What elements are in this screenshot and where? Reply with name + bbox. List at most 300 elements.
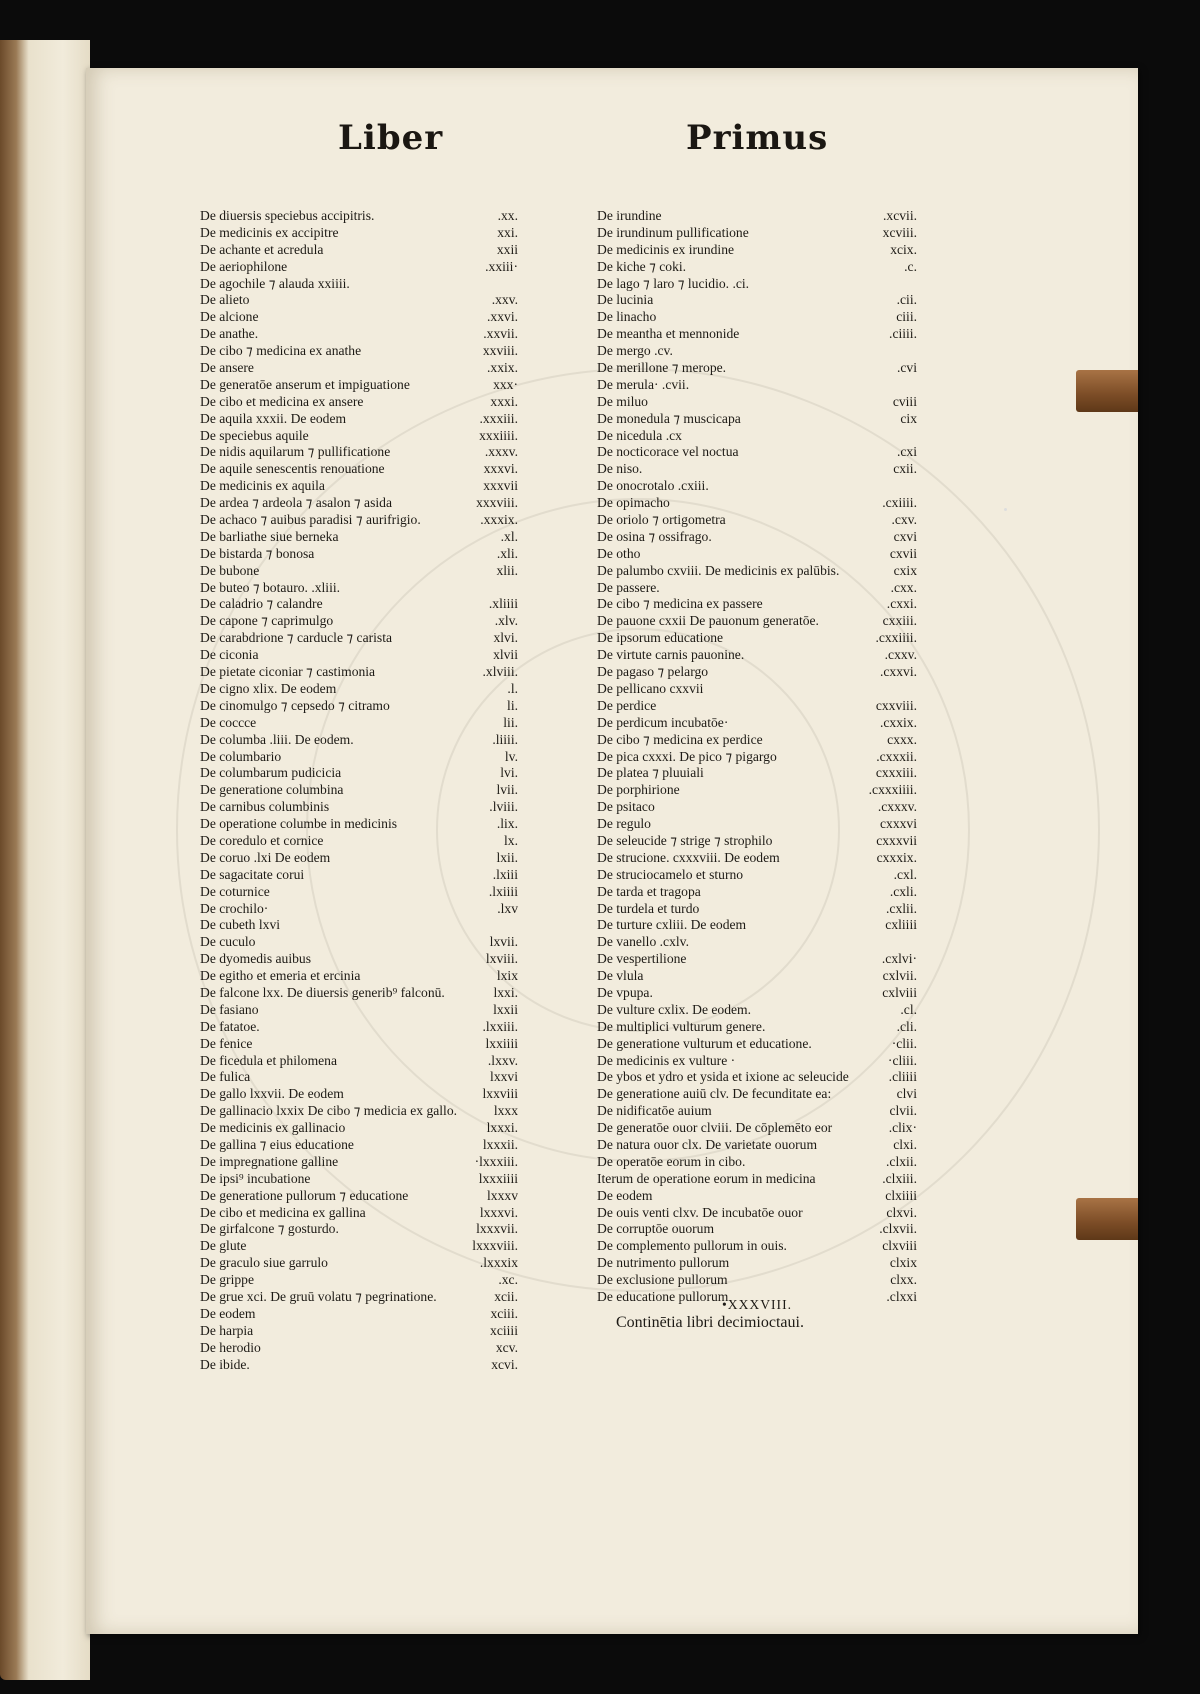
entry-chapter-number: .xlv. [494, 613, 518, 629]
index-entry [597, 664, 917, 681]
entry-title: De regulo [597, 816, 651, 832]
entry-chapter-number: .liiii. [492, 731, 518, 747]
entry-title: De cigno xlix. De eodem [200, 680, 337, 696]
entry-title: De alcione [200, 309, 259, 325]
entry-title: De vulture cxlix. De eodem. [597, 1001, 752, 1017]
entry-title: De eodem [597, 1187, 653, 1203]
entry-chapter-number: cxxxvi [880, 816, 917, 832]
entry-chapter-number: lxxi. [493, 984, 518, 1000]
entry-chapter-number: cxlvii. [882, 968, 917, 984]
entry-chapter-number: clxx. [890, 1272, 917, 1288]
running-head-left: Liber [338, 118, 444, 158]
entry-title: De achante et acredula [200, 241, 324, 257]
entry-title: De columba .liii. De eodem. [200, 731, 354, 747]
entry-title: De caladrio ⁊ calandre [200, 596, 323, 612]
entry-title: De cuculo [200, 934, 256, 950]
entry-title: De pellicano cxxvii [597, 680, 704, 696]
index-entry [597, 428, 917, 445]
entry-chapter-number: lx. [504, 832, 518, 848]
entry-title: De anathe. [200, 326, 259, 342]
entry-title: De nidis aquilarum ⁊ pullificatione [200, 444, 391, 460]
entry-title: De platea ⁊ pluuiali [597, 765, 704, 781]
index-entry [597, 850, 917, 867]
entry-chapter-number: .cxxvi. [880, 664, 917, 680]
index-entry [597, 698, 917, 715]
index-entry [200, 1221, 518, 1238]
entry-title: De cibo ⁊ medicina ex passere [597, 596, 763, 612]
index-entry [200, 1188, 518, 1205]
entry-title: De merillone ⁊ merope. [597, 360, 727, 376]
entry-chapter-number: .cxv. [891, 512, 917, 528]
entry-chapter-number: cxii. [893, 461, 917, 477]
entry-chapter-number: cix [900, 410, 917, 426]
index-entry [597, 225, 917, 242]
entry-chapter-number: ·clii. [891, 1035, 917, 1051]
index-entry [597, 1103, 917, 1120]
entry-chapter-number: .lxiiii [488, 883, 518, 899]
entry-title: De nocticorace vel noctua [597, 444, 739, 460]
entry-title: De coccce [200, 714, 257, 730]
index-entry [597, 884, 917, 901]
entry-title: De onocrotalo .cxiii. [597, 478, 709, 494]
entry-title: De multiplici vulturum genere. [597, 1018, 766, 1034]
index-entry [200, 546, 518, 563]
index-entry [200, 1171, 518, 1188]
entry-title: De vespertilione [597, 951, 687, 967]
index-entry [597, 1154, 917, 1171]
index-entry [200, 901, 518, 918]
entry-chapter-number: lxviii. [485, 951, 518, 967]
index-entry [200, 461, 518, 478]
entry-title: De merula· .cvii. [597, 376, 690, 392]
entry-chapter-number: .cxl. [893, 866, 917, 882]
entry-chapter-number: .cxxxiiii. [868, 782, 917, 798]
entry-chapter-number: cxliiii [885, 917, 917, 933]
entry-chapter-number: .xli. [496, 545, 518, 561]
index-entry [200, 1120, 518, 1137]
entry-chapter-number: lvi. [500, 765, 518, 781]
entry-chapter-number: .cvi [896, 360, 917, 376]
entry-chapter-number: .lxv [497, 900, 518, 916]
entry-chapter-number: lxxviii [482, 1086, 518, 1102]
entry-title: De agochile ⁊ alauda xxiiii. [200, 275, 350, 291]
index-entry [200, 276, 518, 293]
index-entry [200, 647, 518, 664]
entry-chapter-number: .xxxiii. [479, 410, 518, 426]
index-entry [200, 715, 518, 732]
entry-chapter-number: .xliiii [488, 596, 518, 612]
entry-title: De girfalcone ⁊ gosturdo. [200, 1221, 339, 1237]
index-entry [200, 478, 518, 495]
index-entry [597, 343, 917, 360]
entry-title: De nicedula .cx [597, 427, 682, 443]
entry-title: De seleucide ⁊ strige ⁊ strophilo [597, 832, 773, 848]
entry-chapter-number: .ciiii. [889, 326, 917, 342]
entry-title: De turdela et turdo [597, 900, 700, 916]
entry-title: De gallina ⁊ eius educatione [200, 1136, 354, 1152]
entry-title: De diuersis speciebus accipitris. [200, 208, 375, 223]
entry-chapter-number: cxxxix. [876, 849, 917, 865]
entry-title: De carabdrione ⁊ carducle ⁊ carista [200, 630, 393, 646]
entry-chapter-number: lxxxvii. [476, 1221, 518, 1237]
index-entry [200, 681, 518, 698]
entry-title: De medicinis ex irundine [597, 241, 735, 257]
entry-chapter-number: .xxvii. [483, 326, 518, 342]
entry-title: De dyomedis auibus [200, 951, 312, 967]
entry-title: De kiche ⁊ coki. [597, 258, 687, 274]
entry-chapter-number: cxxiii. [882, 613, 917, 629]
index-entry [597, 647, 917, 664]
entry-title: De falcone lxx. De diuersis generib⁹ falconū. [200, 984, 445, 1000]
entry-title: De linacho [597, 309, 657, 325]
index-entry [597, 512, 917, 529]
entry-chapter-number: lxxxi. [486, 1120, 518, 1136]
index-entry [200, 1053, 518, 1070]
entry-title: De buteo ⁊ botauro. .xliii. [200, 579, 341, 595]
index-entry [597, 951, 917, 968]
index-entry [200, 1272, 518, 1289]
entry-chapter-number: clxix [889, 1255, 917, 1271]
entry-chapter-number: cxxxiii. [875, 765, 917, 781]
entry-title: De carnibus columbinis [200, 799, 330, 815]
entry-chapter-number: .cxxi. [886, 596, 917, 612]
entry-chapter-number: xxii [496, 241, 518, 257]
entry-chapter-number: .lxxv. [487, 1052, 518, 1068]
index-entry [597, 546, 917, 563]
index-entry [200, 833, 518, 850]
index-entry [597, 1053, 917, 1070]
entry-title: De achaco ⁊ auibus paradisi ⁊ aurifrigio. [200, 512, 421, 528]
index-entry [597, 613, 917, 630]
entry-title: De cibo ⁊ medicina ex anathe [200, 343, 362, 359]
entry-title: De porphirione [597, 782, 680, 798]
entry-title: De monedula ⁊ muscicapa [597, 410, 741, 426]
entry-title: De operatōe eorum in cibo. [597, 1153, 746, 1169]
index-entry [597, 394, 917, 411]
index-entry [200, 613, 518, 630]
index-entry [597, 715, 917, 732]
entry-title: De ibide. [200, 1356, 250, 1372]
entry-title: De opimacho [597, 495, 670, 511]
entry-title: De osina ⁊ ossifrago. [597, 528, 712, 544]
entry-title: De impregnatione galline [200, 1153, 339, 1169]
index-entry [200, 1255, 518, 1272]
entry-title: De ansere [200, 360, 254, 376]
entry-title: De ficedula et philomena [200, 1052, 338, 1068]
entry-chapter-number: .xl. [500, 528, 518, 544]
index-entry [200, 749, 518, 766]
index-entry [597, 529, 917, 546]
entry-title: De perdice [597, 697, 657, 713]
entry-chapter-number: lxix [496, 968, 518, 984]
entry-chapter-number: .lxxiii. [482, 1018, 518, 1034]
entry-title: De cinomulgo ⁊ cepsedo ⁊ citramo [200, 697, 390, 713]
entry-title: De cubeth lxvi [200, 917, 281, 933]
entry-title: De columbario [200, 748, 282, 764]
entry-chapter-number: .clix· [888, 1120, 917, 1136]
index-entry [200, 951, 518, 968]
index-entry [200, 799, 518, 816]
entry-title: De cibo et medicina ex gallina [200, 1204, 366, 1220]
entry-chapter-number: .lix. [496, 816, 518, 832]
entry-title: De ouis venti clxv. De incubatōe ouor [597, 1204, 803, 1220]
entry-title: De gallinacio lxxix De cibo ⁊ medicia ex gallo. [200, 1103, 458, 1119]
index-entry [597, 495, 917, 512]
index-entry [200, 495, 518, 512]
index-entry [597, 901, 917, 918]
entry-chapter-number: lxxx [493, 1103, 518, 1119]
index-entry [597, 630, 917, 647]
entry-chapter-number: .clxii. [886, 1153, 917, 1169]
entry-title: De speciebus aquile [200, 427, 309, 443]
entry-chapter-number: xxxiiii. [479, 427, 518, 443]
entry-chapter-number: lxii. [496, 849, 518, 865]
entry-chapter-number: lxvii. [489, 934, 518, 950]
entry-title: De pauone cxxii De pauonum generatōe. [597, 613, 819, 629]
entry-chapter-number: xxx· [493, 376, 518, 392]
index-entry [597, 765, 917, 782]
entry-title: De perdicum incubatōe· [597, 714, 729, 730]
index-entry [597, 360, 917, 377]
entry-chapter-number: .cxx. [890, 579, 917, 595]
index-entry [200, 1323, 518, 1340]
entry-title: De gallo lxxvii. De eodem [200, 1086, 344, 1102]
index-entry [200, 259, 518, 276]
index-entry [200, 765, 518, 782]
entry-chapter-number: .xxxix. [480, 512, 518, 528]
index-entry [200, 428, 518, 445]
entry-title: De fasiano [200, 1001, 259, 1017]
entry-chapter-number: .cii. [896, 292, 917, 308]
entry-chapter-number: .cl. [900, 1001, 917, 1017]
index-entry [200, 867, 518, 884]
entry-chapter-number: .clxvii. [879, 1221, 917, 1237]
entry-chapter-number: clxviii [882, 1238, 917, 1254]
index-entry [200, 850, 518, 867]
entry-title: De vanello .cxlv. [597, 934, 689, 950]
index-entry [597, 259, 917, 276]
entry-chapter-number: xxviii. [482, 343, 518, 359]
entry-title: De ipsi⁹ incubatione [200, 1170, 311, 1186]
index-entry [597, 1002, 917, 1019]
entry-title: De capone ⁊ caprimulgo [200, 613, 334, 629]
entry-chapter-number: cxlviii [882, 984, 917, 1000]
entry-chapter-number: .clxiii. [882, 1170, 917, 1186]
entry-chapter-number: lxxvi [490, 1069, 518, 1085]
entry-chapter-number: ·lxxxiii. [474, 1153, 518, 1169]
entry-title: De irundine [597, 208, 662, 223]
entry-chapter-number: lvii. [496, 782, 518, 798]
index-entry [200, 360, 518, 377]
index-entry [597, 968, 917, 985]
index-entry [200, 596, 518, 613]
index-entry [200, 1357, 518, 1374]
entry-title: Iterum de operatione eorum in medicina [597, 1170, 816, 1186]
index-entry [597, 782, 917, 799]
entry-chapter-number: xciii. [490, 1305, 518, 1321]
entry-chapter-number: xlvi. [493, 630, 518, 646]
index-entry [200, 225, 518, 242]
entry-title: De aquila xxxii. De eodem [200, 410, 347, 426]
entry-chapter-number: lxxii [493, 1001, 518, 1017]
index-entry [200, 242, 518, 259]
index-entry [597, 749, 917, 766]
entry-chapter-number: cxxxvii [876, 832, 917, 848]
entry-chapter-number: .cxli. [889, 883, 917, 899]
entry-title: De columbarum pudicicia [200, 765, 342, 781]
entry-title: De generatōe ouor clviii. De cōplemēto eor [597, 1120, 833, 1136]
entry-chapter-number: .xx. [497, 208, 518, 223]
index-entry [200, 934, 518, 951]
index-entry [200, 664, 518, 681]
entry-title: De lucinia [597, 292, 654, 308]
entry-title: De irundinum pullificatione [597, 224, 749, 240]
entry-title: De otho [597, 545, 641, 561]
entry-title: De cibo et medicina ex ansere [200, 393, 364, 409]
entry-chapter-number: .cxxxii. [876, 748, 917, 764]
index-entry [200, 512, 518, 529]
entry-title: De eodem [200, 1305, 256, 1321]
index-entry [597, 1019, 917, 1036]
index-entry [200, 1154, 518, 1171]
leather-strap-top [1076, 370, 1138, 412]
index-entry [597, 292, 917, 309]
index-entry [597, 326, 917, 343]
entry-title: De passere. [597, 579, 660, 595]
entry-title: De struciocamelo et sturno [597, 866, 744, 882]
entry-chapter-number: clxi. [893, 1136, 917, 1152]
entry-chapter-number: clxiiii [885, 1187, 917, 1203]
entry-title: De aquile senescentis renouatione [200, 461, 385, 477]
entry-title: De strucione. cxxxviii. De eodem [597, 849, 780, 865]
entry-chapter-number: .cxxiiii. [875, 630, 917, 646]
running-head-right: Primus [686, 118, 829, 158]
entry-chapter-number: clxvi. [886, 1204, 917, 1220]
entry-title: De medicinis ex vulture · [597, 1052, 736, 1068]
entry-title: De alieto [200, 292, 250, 308]
entry-chapter-number: .lviii. [489, 799, 518, 815]
entry-title: De pagaso ⁊ pelargo [597, 664, 709, 680]
index-entry [597, 1221, 917, 1238]
index-entry [200, 1340, 518, 1357]
entry-title: De medicinis ex gallinacio [200, 1120, 346, 1136]
entry-title: De vpupa. [597, 984, 653, 1000]
entry-chapter-number: .xxiii· [485, 258, 518, 274]
entry-title: De tarda et tragopa [597, 883, 701, 899]
index-entry [200, 563, 518, 580]
entry-title: De ardea ⁊ ardeola ⁊ asalon ⁊ asida [200, 495, 392, 511]
entry-title: De bubone [200, 562, 260, 578]
entry-title: De miluo [597, 393, 648, 409]
entry-title: De graculo siue garrulo [200, 1255, 328, 1271]
entry-title: De egitho et emeria et ercinia [200, 968, 361, 984]
adjacent-page-edge [0, 40, 90, 1680]
index-column-left [200, 208, 518, 1373]
index-entry [200, 630, 518, 647]
index-entry [597, 1086, 917, 1103]
entry-chapter-number: clvi [896, 1086, 917, 1102]
continentia-line: Continētia libri decimioctaui. [616, 1314, 804, 1331]
entry-title: De grue xci. De gruū volatu ⁊ pegrinatione. [200, 1289, 437, 1304]
entry-title: De cibo ⁊ medicina ex perdice [597, 731, 763, 747]
index-entry [597, 681, 917, 698]
entry-title: De psitaco [597, 799, 655, 815]
index-entry [597, 276, 917, 293]
index-entry [200, 917, 518, 934]
entry-chapter-number: .cxxix. [880, 714, 917, 730]
index-entry [200, 698, 518, 715]
entry-title: De coturnice [200, 883, 270, 899]
entry-title: De palumbo cxviii. De medicinis ex palūbis. [597, 562, 840, 578]
index-entry [597, 1238, 917, 1255]
entry-chapter-number: .xxvi. [487, 309, 518, 325]
index-entry [597, 461, 917, 478]
index-entry [597, 242, 917, 259]
entry-chapter-number: cviii [892, 393, 917, 409]
index-entry [200, 309, 518, 326]
entry-chapter-number: xcix. [890, 241, 917, 257]
index-entry [597, 1120, 917, 1137]
entry-title: De complemento pullorum in ouis. [597, 1238, 787, 1254]
entry-title: De fenice [200, 1035, 253, 1051]
entry-title: De turture cxliii. De eodem [597, 917, 747, 933]
index-entry [200, 529, 518, 546]
entry-chapter-number: xcviii. [882, 224, 917, 240]
index-entry [597, 208, 917, 225]
index-entry [597, 732, 917, 749]
entry-chapter-number: xxxvi. [483, 461, 518, 477]
entry-title: De harpia [200, 1322, 254, 1338]
index-entry [200, 1137, 518, 1154]
entry-chapter-number: xxxviii. [476, 495, 518, 511]
entry-title: De sagacitate corui [200, 866, 305, 882]
index-entry [597, 596, 917, 613]
index-entry [200, 411, 518, 428]
index-entry [200, 1205, 518, 1222]
index-entry [597, 934, 917, 951]
entry-title: De corruptōe ouorum [597, 1221, 715, 1237]
entry-title: De glute [200, 1238, 247, 1254]
entry-title: De natura ouor clx. De varietate ouorum [597, 1136, 818, 1152]
entry-title: De generatione auiū clv. De fecunditate ea: [597, 1086, 832, 1102]
index-column-right [597, 208, 917, 1306]
entry-title: De aeriophilone [200, 258, 288, 274]
entry-chapter-number: .cxi [896, 444, 917, 460]
index-entry [200, 1103, 518, 1120]
entry-title: De meantha et mennonide [597, 326, 740, 342]
entry-chapter-number: .xc. [498, 1272, 518, 1288]
entry-title: De medicinis ex accipitre [200, 224, 339, 240]
index-entry [597, 309, 917, 326]
index-entry [200, 326, 518, 343]
entry-chapter-number: xcvi. [491, 1356, 518, 1372]
entry-title: De ipsorum educatione [597, 630, 724, 646]
entry-title: De niso. [597, 461, 643, 477]
entry-chapter-number: ciii. [896, 309, 917, 325]
index-entry [200, 816, 518, 833]
entry-chapter-number: .xcvii. [883, 208, 917, 223]
index-entry [200, 1306, 518, 1323]
index-entry [597, 411, 917, 428]
index-entry [597, 1171, 917, 1188]
index-entry [200, 343, 518, 360]
entry-title: De medicinis ex aquila [200, 478, 325, 494]
entry-chapter-number: .cxxv. [884, 647, 917, 663]
entry-title: De vlula [597, 968, 644, 984]
entry-chapter-number: .xxv. [491, 292, 518, 308]
index-entry [200, 377, 518, 394]
entry-chapter-number: xxi. [497, 224, 518, 240]
